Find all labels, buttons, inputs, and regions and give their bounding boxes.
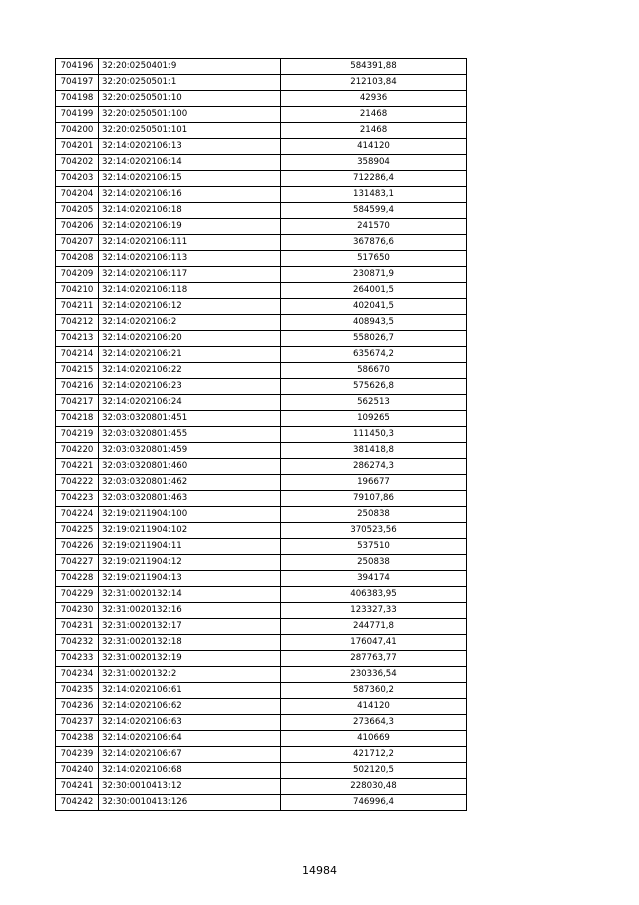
table-row xyxy=(56,427,467,443)
row-number-cell: 704216 xyxy=(56,379,99,395)
table-row xyxy=(56,395,467,411)
row-number-cell: 704236 xyxy=(56,699,99,715)
row-number-cell: 704197 xyxy=(56,75,99,91)
value-cell: 250838 xyxy=(281,507,467,523)
value-cell: 414120 xyxy=(281,139,467,155)
value-cell: 746996,4 xyxy=(281,795,467,811)
value-cell: 286274,3 xyxy=(281,459,467,475)
value-cell: 575626,8 xyxy=(281,379,467,395)
cadastral-number-cell: 32:03:0320801:455 xyxy=(99,427,281,443)
value-cell: 584391,88 xyxy=(281,59,467,75)
table-row xyxy=(56,779,467,795)
table-row xyxy=(56,379,467,395)
table-row xyxy=(56,635,467,651)
table-row xyxy=(56,731,467,747)
cadastral-number-cell: 32:20:0250501:1 xyxy=(99,75,281,91)
table-row xyxy=(56,75,467,91)
cadastral-number-cell: 32:14:0202106:22 xyxy=(99,363,281,379)
row-number-cell: 704210 xyxy=(56,283,99,299)
table-row xyxy=(56,283,467,299)
cadastral-number-cell: 32:14:0202106:61 xyxy=(99,683,281,699)
value-cell: 212103,84 xyxy=(281,75,467,91)
value-cell: 394174 xyxy=(281,571,467,587)
row-number-cell: 704220 xyxy=(56,443,99,459)
row-number-cell: 704234 xyxy=(56,667,99,683)
cadastral-number-cell: 32:31:0020132:17 xyxy=(99,619,281,635)
row-number-cell: 704218 xyxy=(56,411,99,427)
cadastral-number-cell: 32:14:0202106:118 xyxy=(99,283,281,299)
row-number-cell: 704219 xyxy=(56,427,99,443)
cadastral-number-cell: 32:20:0250501:100 xyxy=(99,107,281,123)
value-cell: 414120 xyxy=(281,699,467,715)
table-row xyxy=(56,123,467,139)
cadastral-number-cell: 32:14:0202106:23 xyxy=(99,379,281,395)
cadastral-number-cell: 32:14:0202106:24 xyxy=(99,395,281,411)
row-number-cell: 704200 xyxy=(56,123,99,139)
value-cell: 264001,5 xyxy=(281,283,467,299)
row-number-cell: 704209 xyxy=(56,267,99,283)
value-cell: 287763,77 xyxy=(281,651,467,667)
table-row xyxy=(56,203,467,219)
row-number-cell: 704238 xyxy=(56,731,99,747)
row-number-cell: 704198 xyxy=(56,91,99,107)
value-cell: 21468 xyxy=(281,107,467,123)
cadastral-number-cell: 32:03:0320801:460 xyxy=(99,459,281,475)
row-number-cell: 704214 xyxy=(56,347,99,363)
cadastral-number-cell: 32:03:0320801:462 xyxy=(99,475,281,491)
value-cell: 250838 xyxy=(281,555,467,571)
row-number-cell: 704228 xyxy=(56,571,99,587)
row-number-cell: 704213 xyxy=(56,331,99,347)
cadastral-number-cell: 32:19:0211904:13 xyxy=(99,571,281,587)
table-row xyxy=(56,795,467,811)
row-number-cell: 704229 xyxy=(56,587,99,603)
table-row xyxy=(56,107,467,123)
value-cell: 584599,4 xyxy=(281,203,467,219)
value-cell: 123327,33 xyxy=(281,603,467,619)
row-number-cell: 704222 xyxy=(56,475,99,491)
table-row xyxy=(56,267,467,283)
table-row xyxy=(56,603,467,619)
row-number-cell: 704204 xyxy=(56,187,99,203)
value-cell: 228030,48 xyxy=(281,779,467,795)
cadastral-number-cell: 32:19:0211904:102 xyxy=(99,523,281,539)
cadastral-number-cell: 32:14:0202106:18 xyxy=(99,203,281,219)
value-cell: 421712,2 xyxy=(281,747,467,763)
value-cell: 42936 xyxy=(281,91,467,107)
cadastral-number-cell: 32:03:0320801:451 xyxy=(99,411,281,427)
row-number-cell: 704226 xyxy=(56,539,99,555)
row-number-cell: 704242 xyxy=(56,795,99,811)
row-number-cell: 704241 xyxy=(56,779,99,795)
row-number-cell: 704208 xyxy=(56,251,99,267)
cadastral-number-cell: 32:20:0250501:101 xyxy=(99,123,281,139)
row-number-cell: 704240 xyxy=(56,763,99,779)
value-cell: 558026,7 xyxy=(281,331,467,347)
row-number-cell: 704237 xyxy=(56,715,99,731)
cadastral-number-cell: 32:14:0202106:15 xyxy=(99,171,281,187)
row-number-cell: 704205 xyxy=(56,203,99,219)
cadastral-number-cell: 32:14:0202106:14 xyxy=(99,155,281,171)
row-number-cell: 704227 xyxy=(56,555,99,571)
table-row xyxy=(56,235,467,251)
row-number-cell: 704232 xyxy=(56,635,99,651)
table-row xyxy=(56,315,467,331)
table-row xyxy=(56,699,467,715)
cadastral-number-cell: 32:03:0320801:459 xyxy=(99,443,281,459)
cadastral-number-cell: 32:20:0250401:9 xyxy=(99,59,281,75)
table-row xyxy=(56,715,467,731)
row-number-cell: 704225 xyxy=(56,523,99,539)
cadastral-number-cell: 32:14:0202106:20 xyxy=(99,331,281,347)
row-number-cell: 704223 xyxy=(56,491,99,507)
table-row xyxy=(56,571,467,587)
page-number: 14984 xyxy=(302,864,337,877)
value-cell: 230871,9 xyxy=(281,267,467,283)
value-cell: 587360,2 xyxy=(281,683,467,699)
table-row xyxy=(56,139,467,155)
cadastral-number-cell: 32:31:0020132:16 xyxy=(99,603,281,619)
row-number-cell: 704221 xyxy=(56,459,99,475)
row-number-cell: 704217 xyxy=(56,395,99,411)
value-cell: 712286,4 xyxy=(281,171,467,187)
value-cell: 586670 xyxy=(281,363,467,379)
value-cell: 406383,95 xyxy=(281,587,467,603)
table-row xyxy=(56,507,467,523)
table-row xyxy=(56,667,467,683)
value-cell: 241570 xyxy=(281,219,467,235)
row-number-cell: 704211 xyxy=(56,299,99,315)
cadastral-number-cell: 32:14:0202106:68 xyxy=(99,763,281,779)
value-cell: 635674,2 xyxy=(281,347,467,363)
row-number-cell: 704239 xyxy=(56,747,99,763)
table-row xyxy=(56,651,467,667)
value-cell: 381418,8 xyxy=(281,443,467,459)
table-row xyxy=(56,171,467,187)
cadastral-number-cell: 32:14:0202106:113 xyxy=(99,251,281,267)
cadastral-number-cell: 32:14:0202106:21 xyxy=(99,347,281,363)
cadastral-number-cell: 32:03:0320801:463 xyxy=(99,491,281,507)
row-number-cell: 704230 xyxy=(56,603,99,619)
table-body xyxy=(56,59,467,811)
row-number-cell: 704203 xyxy=(56,171,99,187)
value-cell: 273664,3 xyxy=(281,715,467,731)
row-number-cell: 704202 xyxy=(56,155,99,171)
cadastral-number-cell: 32:31:0020132:14 xyxy=(99,587,281,603)
value-cell: 79107,86 xyxy=(281,491,467,507)
table-row xyxy=(56,619,467,635)
value-cell: 537510 xyxy=(281,539,467,555)
table-row xyxy=(56,363,467,379)
row-number-cell: 704207 xyxy=(56,235,99,251)
row-number-cell: 704201 xyxy=(56,139,99,155)
cadastral-number-cell: 32:31:0020132:19 xyxy=(99,651,281,667)
row-number-cell: 704206 xyxy=(56,219,99,235)
table-row xyxy=(56,59,467,75)
value-cell: 562513 xyxy=(281,395,467,411)
table-row xyxy=(56,411,467,427)
row-number-cell: 704199 xyxy=(56,107,99,123)
cadastral-number-cell: 32:31:0020132:18 xyxy=(99,635,281,651)
cadastral-number-cell: 32:14:0202106:62 xyxy=(99,699,281,715)
value-cell: 502120,5 xyxy=(281,763,467,779)
value-cell: 370523,56 xyxy=(281,523,467,539)
cadastral-number-cell: 32:30:0010413:126 xyxy=(99,795,281,811)
value-cell: 196677 xyxy=(281,475,467,491)
table-row xyxy=(56,491,467,507)
table-row xyxy=(56,91,467,107)
table-row xyxy=(56,539,467,555)
cadastral-number-cell: 32:14:0202106:12 xyxy=(99,299,281,315)
cadastral-number-cell: 32:14:0202106:64 xyxy=(99,731,281,747)
table-row xyxy=(56,251,467,267)
row-number-cell: 704212 xyxy=(56,315,99,331)
row-number-cell: 704215 xyxy=(56,363,99,379)
cadastral-number-cell: 32:14:0202106:117 xyxy=(99,267,281,283)
value-cell: 410669 xyxy=(281,731,467,747)
value-cell: 109265 xyxy=(281,411,467,427)
value-cell: 230336,54 xyxy=(281,667,467,683)
table-row xyxy=(56,475,467,491)
table-row xyxy=(56,219,467,235)
cadastral-number-cell: 32:14:0202106:16 xyxy=(99,187,281,203)
table-row xyxy=(56,187,467,203)
value-cell: 111450,3 xyxy=(281,427,467,443)
table-row xyxy=(56,587,467,603)
value-cell: 131483,1 xyxy=(281,187,467,203)
cadastral-number-cell: 32:30:0010413:12 xyxy=(99,779,281,795)
cadastral-number-cell: 32:14:0202106:111 xyxy=(99,235,281,251)
table-row xyxy=(56,523,467,539)
row-number-cell: 704233 xyxy=(56,651,99,667)
table-row xyxy=(56,683,467,699)
table-row xyxy=(56,347,467,363)
row-number-cell: 704235 xyxy=(56,683,99,699)
cadastral-number-cell: 32:20:0250501:10 xyxy=(99,91,281,107)
row-number-cell: 704231 xyxy=(56,619,99,635)
table-row xyxy=(56,747,467,763)
cadastral-number-cell: 32:14:0202106:13 xyxy=(99,139,281,155)
cadastral-number-cell: 32:31:0020132:2 xyxy=(99,667,281,683)
table-row xyxy=(56,763,467,779)
value-cell: 408943,5 xyxy=(281,315,467,331)
cadastral-number-cell: 32:14:0202106:2 xyxy=(99,315,281,331)
row-number-cell: 704224 xyxy=(56,507,99,523)
value-cell: 402041,5 xyxy=(281,299,467,315)
table-row xyxy=(56,555,467,571)
cadastral-number-cell: 32:19:0211904:100 xyxy=(99,507,281,523)
value-cell: 367876,6 xyxy=(281,235,467,251)
table-row xyxy=(56,155,467,171)
value-cell: 21468 xyxy=(281,123,467,139)
cadastral-number-cell: 32:14:0202106:19 xyxy=(99,219,281,235)
value-cell: 517650 xyxy=(281,251,467,267)
cadastral-number-cell: 32:14:0202106:63 xyxy=(99,715,281,731)
row-number-cell: 704196 xyxy=(56,59,99,75)
table-row xyxy=(56,443,467,459)
cadastral-number-cell: 32:19:0211904:12 xyxy=(99,555,281,571)
value-cell: 244771,8 xyxy=(281,619,467,635)
cadastral-value-table xyxy=(55,58,467,811)
cadastral-number-cell: 32:19:0211904:11 xyxy=(99,539,281,555)
table-row xyxy=(56,299,467,315)
table-row xyxy=(56,331,467,347)
value-cell: 358904 xyxy=(281,155,467,171)
value-cell: 176047,41 xyxy=(281,635,467,651)
cadastral-number-cell: 32:14:0202106:67 xyxy=(99,747,281,763)
table-row xyxy=(56,459,467,475)
